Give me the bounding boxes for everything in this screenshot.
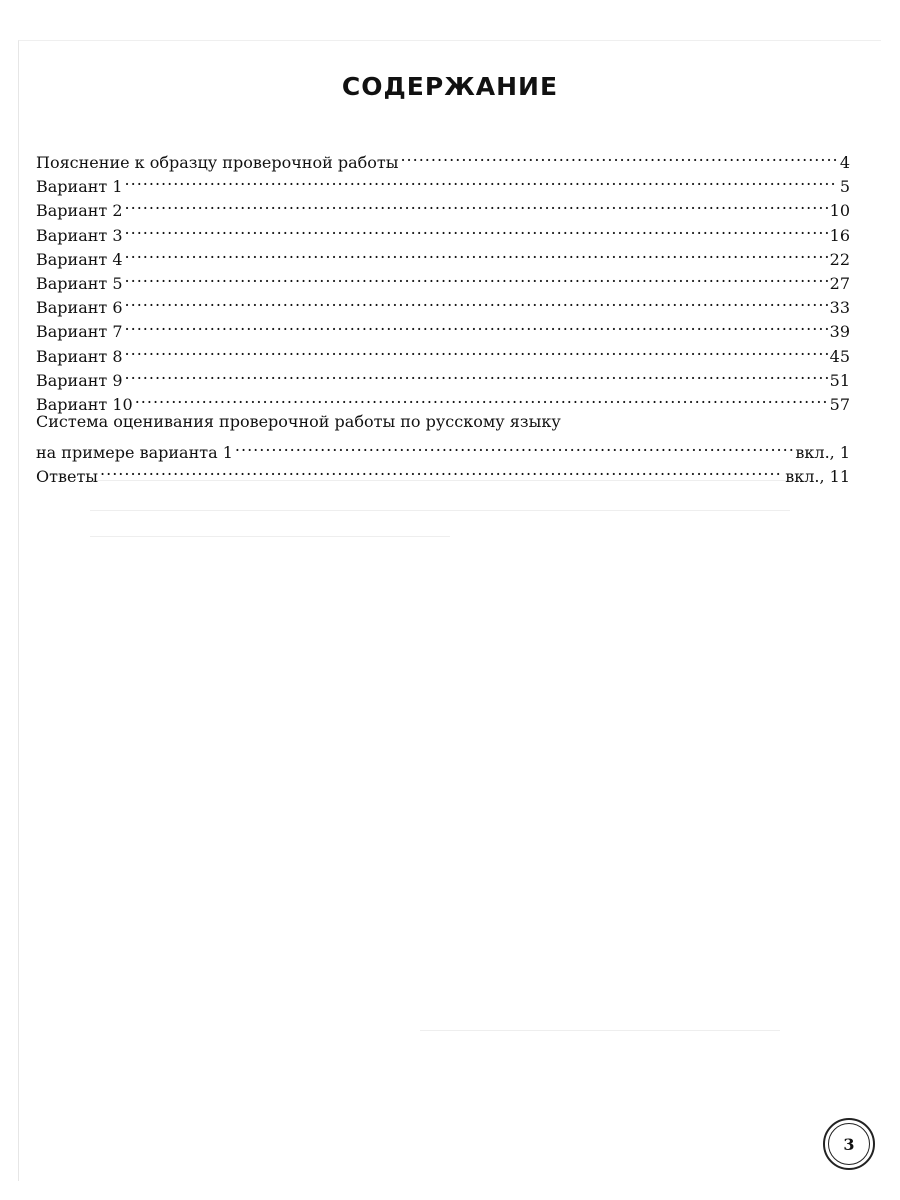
toc-entry-page: вкл., 11	[785, 467, 850, 487]
toc-entry[interactable]	[36, 217, 850, 245]
toc-entry[interactable]	[36, 313, 850, 342]
bleed-through-line	[90, 536, 450, 537]
table-of-contents	[36, 144, 850, 487]
toc-leader-dots	[125, 313, 828, 337]
toc-entry-label: Вариант 10	[36, 394, 133, 414]
toc-leader-dots	[125, 265, 828, 289]
toc-entry-page: 22	[829, 249, 850, 269]
toc-leader-dots	[125, 362, 828, 386]
toc-entry[interactable]	[36, 362, 850, 390]
toc-entry-page: 39	[829, 322, 850, 342]
toc-entry[interactable]	[36, 265, 850, 293]
toc-entry-page: 10	[829, 201, 850, 221]
toc-entry-label: Вариант 3	[36, 225, 123, 245]
toc-entry-page: 5	[839, 177, 850, 197]
toc-leader-dots	[235, 434, 794, 458]
toc-entry-page: 51	[829, 370, 850, 390]
toc-entry-page: 33	[829, 298, 850, 318]
page-number-badge	[823, 1118, 875, 1170]
toc-entry-label: Вариант 7	[36, 322, 123, 342]
toc-leader-dots	[125, 217, 828, 241]
toc-leader-dots	[400, 144, 837, 168]
toc-entry-label: Вариант 9	[36, 370, 123, 390]
toc-entry[interactable]	[36, 168, 850, 197]
toc-entry-label: Вариант 2	[36, 201, 123, 221]
toc-leader-dots	[125, 241, 828, 265]
toc-entry[interactable]	[36, 338, 850, 366]
toc-entry-label: Вариант 1	[36, 177, 123, 197]
page-number: 3	[828, 1123, 870, 1165]
toc-entry[interactable]	[36, 192, 850, 221]
toc-entry-page: 4	[839, 153, 850, 172]
toc-leader-dots	[125, 289, 828, 313]
toc-entry-label: Вариант 5	[36, 273, 123, 293]
toc-entry-label: на примере варианта 1	[36, 443, 233, 463]
toc-entry-page: 27	[829, 273, 850, 293]
toc-entry[interactable]	[36, 386, 850, 414]
toc-entry[interactable]	[36, 458, 850, 487]
toc-leader-dots	[135, 386, 828, 410]
toc-leader-dots	[125, 192, 828, 216]
toc-entry-page: вкл., 1	[795, 443, 850, 463]
toc-entry-page: 57	[829, 394, 850, 414]
toc-entry-page: 16	[829, 225, 850, 245]
toc-entry-label: Система оценивания проверочной работы по русскому языку	[36, 412, 561, 432]
page-title: СОДЕРЖАНИЕ	[341, 72, 559, 101]
bleed-through-line	[90, 510, 790, 511]
toc-entry-label: Пояснение к образцу проверочной работы	[36, 153, 399, 172]
toc-entry[interactable]	[36, 241, 850, 269]
toc-leader-dots	[125, 338, 828, 362]
toc-entry-label: Ответы	[36, 467, 99, 487]
toc-entry-label: Вариант 4	[36, 249, 123, 269]
toc-entry-label: Вариант 6	[36, 298, 123, 318]
toc-leader-dots	[125, 168, 838, 192]
toc-entry[interactable]	[36, 289, 850, 318]
toc-entry[interactable]	[36, 434, 850, 463]
bleed-through-line	[420, 1030, 780, 1031]
toc-entry-label: Вариант 8	[36, 346, 123, 366]
toc-entry[interactable]	[36, 144, 850, 172]
toc-leader-dots	[100, 458, 783, 482]
toc-entry-page: 45	[829, 346, 850, 366]
